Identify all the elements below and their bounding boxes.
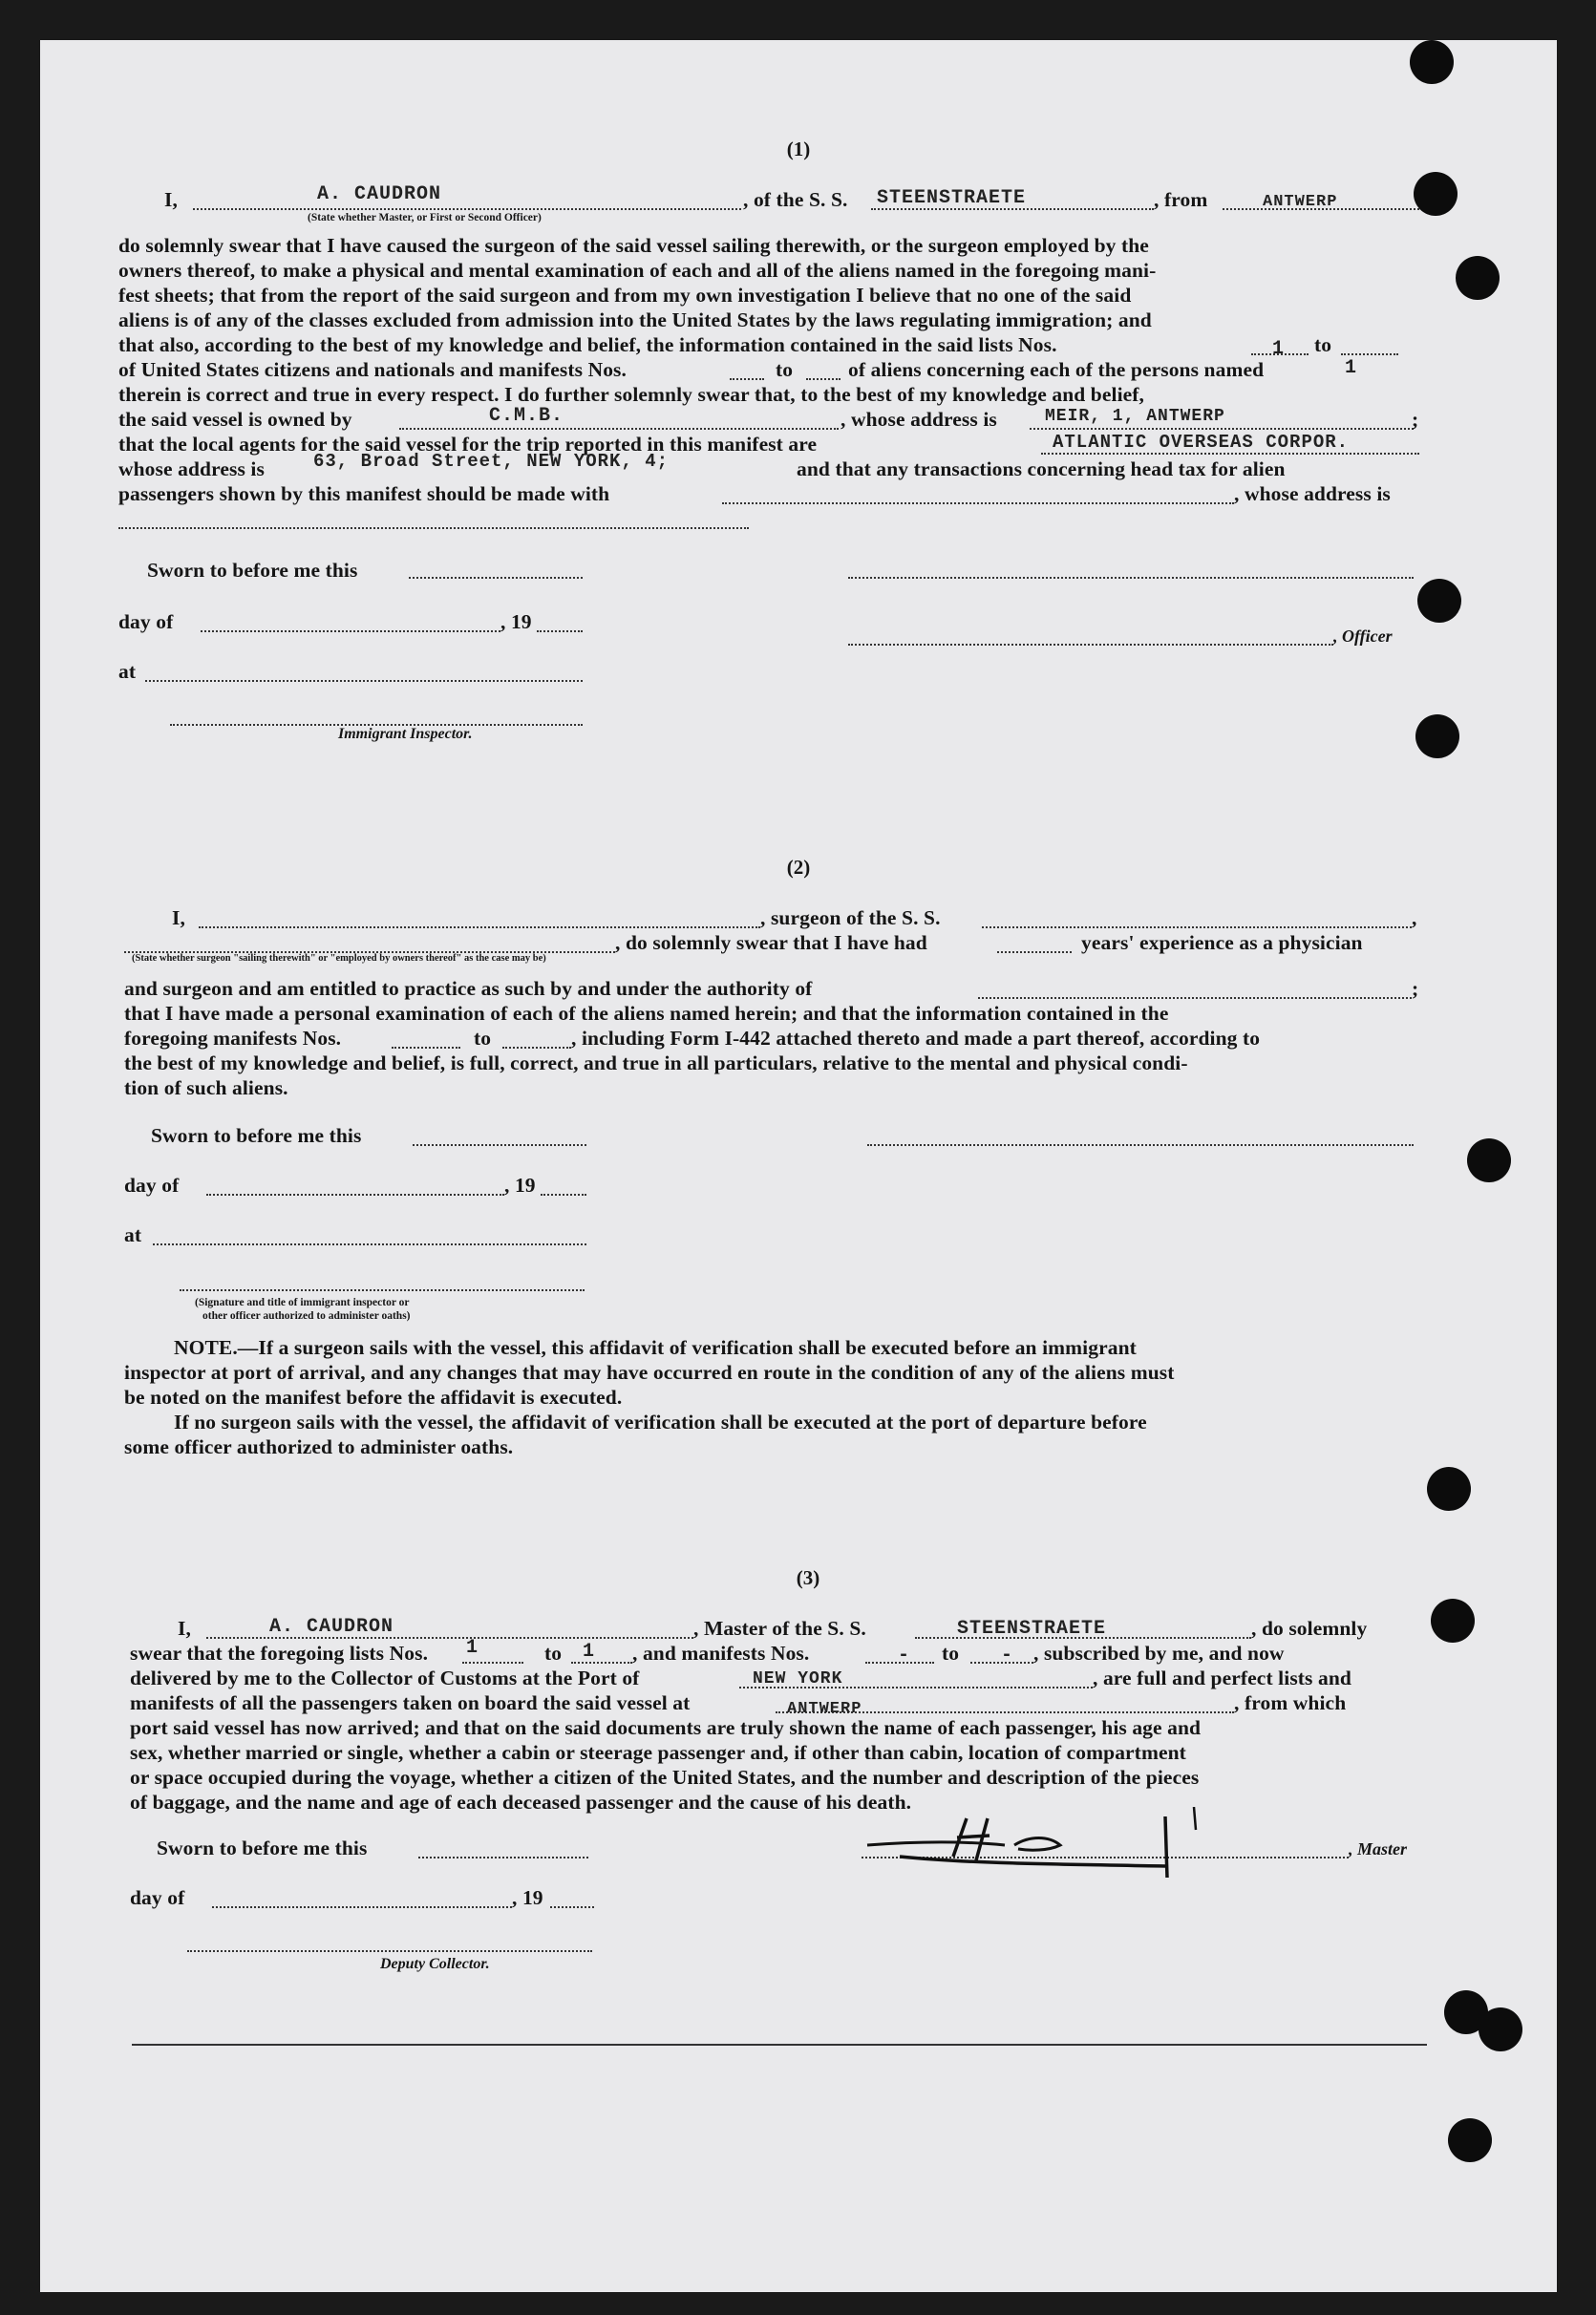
at-label: at [118, 660, 137, 683]
sworn-date-line [413, 1144, 586, 1146]
of-ss-label: , of the S. S. [743, 188, 848, 211]
owned-by-label: the said vessel is owned by [118, 408, 352, 431]
from-label: , from [1154, 188, 1208, 211]
comma: , [1412, 906, 1417, 929]
to-label: to [776, 358, 794, 381]
to-label: to [1314, 333, 1332, 356]
day-of-label: day of [124, 1174, 180, 1197]
year-prefix: , 19 [500, 610, 532, 633]
body-line: of United States citizens and nationals and manifests Nos. [118, 358, 627, 381]
ship-name-field: STEENSTRAETE [877, 187, 1027, 209]
years-label: years' experience as a physician [1081, 931, 1363, 954]
section-1-number: (1) [786, 138, 811, 160]
body-line: , are full and perfect lists and [1093, 1667, 1351, 1689]
body-line: the best of my knowledge and belief, is full, correct, and true in all particulars, relative to the mental and physical condi- [124, 1051, 1188, 1074]
body-line: delivered by me to the Collector of Customs at the Port of [130, 1667, 640, 1689]
sworn-date-line [418, 1857, 588, 1858]
sworn-label: Sworn to before me this [147, 559, 358, 582]
lists-to-line [571, 1662, 632, 1664]
body-line: sex, whether married or single, whether a cabin or steerage passenger and, if other than cabin, location of compartment [130, 1741, 1186, 1764]
punch-hole [1417, 579, 1461, 623]
body-line: swear that the foregoing lists Nos. [130, 1642, 429, 1665]
at-line [145, 680, 583, 682]
at-label: at [124, 1223, 142, 1246]
punch-hole [1479, 2007, 1522, 2051]
punch-hole [1456, 256, 1500, 300]
to-label: to [474, 1027, 492, 1050]
body-line: aliens is of any of the classes excluded from admission into the United States by the laws regulating immigration; and [118, 308, 1152, 331]
pronoun-i: I, [172, 906, 185, 929]
whose-address-label: , whose address is [1234, 482, 1391, 505]
manifests-from-no: - [898, 1645, 911, 1667]
years-line [997, 951, 1072, 953]
passengers-label: passengers shown by this manifest should be made with [118, 482, 610, 505]
sworn-date-line [409, 577, 583, 579]
owner-field: C.M.B. [489, 405, 564, 427]
at-line [153, 1243, 586, 1245]
master-name-line [193, 208, 741, 210]
manifests-from-line [392, 1047, 460, 1049]
officer-sig-line-upper [848, 577, 1414, 579]
body-line: therein is correct and true in every respect. I do further solemnly swear that, to the best of my knowledge and belief, [118, 383, 1145, 406]
agents-field: ATLANTIC OVERSEAS CORPOR. [1053, 432, 1350, 453]
year-line [550, 1906, 594, 1908]
manifests-to-line [806, 378, 841, 380]
port-field: NEW YORK [753, 1669, 843, 1688]
whose-address-label: , whose address is [841, 408, 997, 431]
agents-label: that the local agents for the said vessel for the trip reported in this manifest are [118, 433, 818, 456]
lists-to-no: 1 [1345, 357, 1358, 379]
year-prefix: , 19 [512, 1886, 543, 1909]
owner-address-field: MEIR, 1, ANTWERP [1045, 407, 1225, 426]
body-line: or space occupied during the voyage, whether a citizen of the United States, and the number and description of the pieces [130, 1766, 1200, 1789]
ship-name-field: STEENSTRAETE [957, 1618, 1107, 1640]
punch-hole [1448, 2118, 1492, 2162]
sig-caption: (Signature and title of immigrant inspector or [195, 1297, 410, 1308]
note-line: NOTE.—If a surgeon sails with the vessel, this affidavit of verification shall be executed before an immigrant [174, 1336, 1137, 1359]
officer-label: , Officer [1333, 627, 1393, 646]
owner-address-line [1030, 428, 1414, 430]
note-line: inspector at port of arrival, and any changes that may have occurred en route in the condition of any of the aliens must [124, 1361, 1175, 1384]
punch-hole [1467, 1138, 1511, 1182]
body-line: , and manifests Nos. [632, 1642, 810, 1665]
to-label: to [942, 1642, 960, 1665]
port-from-field: ANTWERP [787, 1700, 862, 1718]
sworn-label: Sworn to before me this [157, 1837, 368, 1859]
day-line [212, 1906, 512, 1908]
whose-address-label: whose address is [118, 457, 265, 480]
manifests-to-line [502, 1047, 571, 1049]
body-line: manifests of all the passengers taken on board the said vessel at [130, 1691, 691, 1714]
year-prefix: , 19 [504, 1174, 536, 1197]
lists-from-no: 1 [1272, 338, 1286, 360]
body-line: owners thereof, to make a physical and mental examination of each and all of the aliens named in the foregoing mani- [118, 259, 1157, 282]
deputy-collector-label: Deputy Collector. [380, 1956, 490, 1972]
day-of-label: day of [130, 1886, 185, 1909]
deputy-sig-line [187, 1950, 592, 1952]
punch-hole [1414, 172, 1458, 216]
pronoun-i: I, [178, 1617, 191, 1640]
day-line [206, 1194, 504, 1196]
note-line: If no surgeon sails with the vessel, the affidavit of verification shall be executed at the port of departure before [174, 1411, 1147, 1434]
punch-hole [1415, 714, 1459, 758]
to-label: to [544, 1642, 563, 1665]
inspector-sig-line [180, 1289, 585, 1291]
manifest-affidavit-page [40, 40, 1557, 2292]
manifests-from-line [730, 378, 764, 380]
title-caption: (State whether Master, or First or Second Officer) [308, 212, 542, 223]
note-line: some officer authorized to administer oaths. [124, 1435, 514, 1458]
owner-line [399, 428, 839, 430]
body-line: , subscribed by me, and now [1033, 1642, 1285, 1665]
passengers-line [722, 502, 1234, 504]
lists-from-no: 1 [466, 1637, 479, 1659]
master-name-field: A. CAUDRON [269, 1616, 394, 1638]
lists-from-line [462, 1662, 523, 1664]
body-line: that also, according to the best of my knowledge and belief, the information contained in the said lists Nos. [118, 333, 1057, 356]
body-line: of aliens concerning each of the persons named [848, 358, 1265, 381]
agents-address-field: 63, Broad Street, NEW YORK, 4; [313, 451, 670, 472]
master-signature [862, 1807, 1205, 1880]
body-line: , do solemnly [1251, 1617, 1368, 1640]
surgeon-name-line [199, 926, 760, 928]
surgeon-sig-line [867, 1144, 1414, 1146]
section-2-number: (2) [786, 856, 811, 879]
officer-sig-line [848, 644, 1333, 646]
surgeon-caption: (State whether surgeon "sailing therewith" or "employed by owners thereof" as the case may be) [132, 953, 546, 964]
body-line: of baggage, and the name and age of each deceased passenger and the cause of his death. [130, 1791, 912, 1814]
address-continuation-line [118, 527, 749, 529]
surgeon-ship-line [982, 926, 1412, 928]
body-line: , including Form I-442 attached thereto and made a part thereof, according to [571, 1027, 1261, 1050]
body-line: tion of such aliens. [124, 1076, 288, 1099]
punch-hole [1410, 40, 1454, 84]
lists-to-line [1341, 353, 1398, 355]
day-line [201, 630, 500, 632]
body-line: and that any transactions concerning head tax for alien [797, 457, 1286, 480]
day-of-label: day of [118, 610, 174, 633]
sig-caption: other officer authorized to administer oaths) [202, 1310, 411, 1322]
pronoun-i: I, [164, 188, 178, 211]
body-line: fest sheets; that from the report of the said surgeon and from my own investigation I believe that no one of the said [118, 284, 1132, 307]
year-line [541, 1194, 586, 1196]
master-label: , Master [1349, 1839, 1408, 1858]
year-line [537, 630, 583, 632]
body-line: port said vessel has now arrived; and that on the said documents are truly shown the name of each passenger, his age and [130, 1716, 1202, 1739]
bottom-rule [132, 2044, 1427, 2046]
body-line: that I have made a personal examination of each of the aliens named herein; and that the information contained in the [124, 1002, 1169, 1025]
sworn-label: Sworn to before me this [151, 1124, 362, 1147]
authority-line [978, 997, 1412, 999]
master-of-ss-label: , Master of the S. S. [693, 1617, 866, 1640]
swear-label: , do solemnly swear that I have had [615, 931, 927, 954]
lists-to-no: 1 [583, 1641, 596, 1663]
section-3-number: (3) [796, 1566, 820, 1589]
body-line: and surgeon and am entitled to practice as such by and under the authority of [124, 977, 813, 1000]
inspector-label: Immigrant Inspector. [338, 726, 473, 742]
body-line: , from which [1234, 1691, 1347, 1714]
surgeon-of-ss-label: , surgeon of the S. S. [760, 906, 941, 929]
manifests-to-no: - [1001, 1645, 1014, 1667]
semicolon: ; [1412, 977, 1419, 1000]
body-line: foregoing manifests Nos. [124, 1027, 342, 1050]
punch-hole [1427, 1467, 1471, 1511]
note-line: be noted on the manifest before the affidavit is executed. [124, 1386, 623, 1409]
punch-hole [1431, 1599, 1475, 1643]
master-name-field: A. CAUDRON [317, 183, 442, 205]
semicolon: ; [1412, 408, 1419, 431]
agents-line [1041, 453, 1419, 455]
body-line: do solemnly swear that I have caused the surgeon of the said vessel sailing therewith, or the surgeon employed by the [118, 234, 1149, 257]
port-from-field: ANTWERP [1263, 193, 1338, 211]
